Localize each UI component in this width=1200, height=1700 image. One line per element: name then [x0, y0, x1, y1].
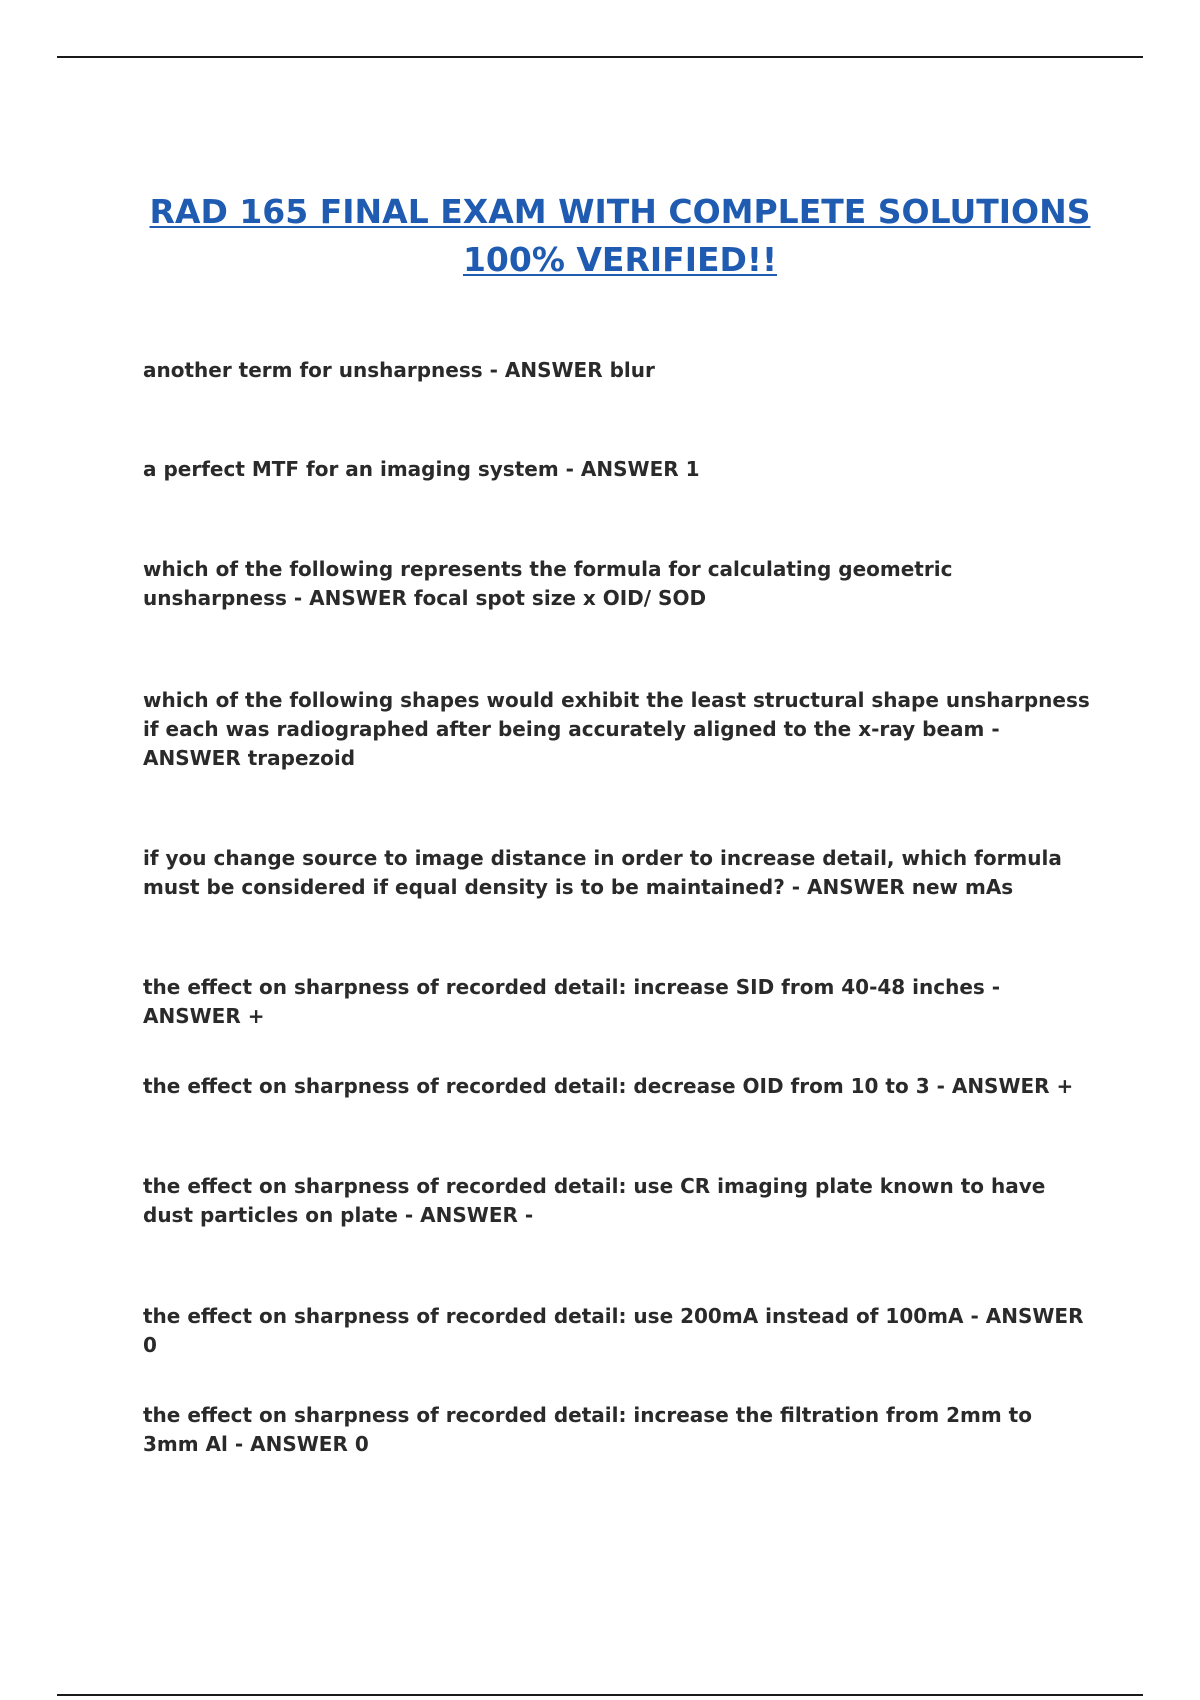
qa-item: the effect on sharpness of recorded detail: increase the filtration from 2mm to 3mm Al - ANSWER 0	[143, 1403, 1032, 1456]
top-rule	[57, 56, 1143, 58]
bottom-rule	[57, 1694, 1143, 1696]
qa-item: the effect on sharpness of recorded detail: use 200mA instead of 100mA - ANSWER 0	[143, 1304, 1084, 1357]
qa-item: if you change source to image distance in order to increase detail, which formula must be considered if equal density is to be maintained? - ANSWER new mAs	[143, 846, 1062, 899]
title-line-2: 100% VERIFIED!!	[462, 240, 778, 279]
qa-item: a perfect MTF for an imaging system - ANSWER 1	[143, 457, 700, 481]
qa-item: the effect on sharpness of recorded detail: increase SID from 40-48 inches - ANSWER +	[143, 975, 1001, 1028]
qa-item: the effect on sharpness of recorded detail: decrease OID from 10 to 3 - ANSWER +	[143, 1074, 1074, 1098]
qa-item: which of the following represents the formula for calculating geometric unsharpness - ANSWER focal spot size x OID/ SOD	[143, 557, 953, 610]
document-title	[100, 188, 1140, 284]
title-line-1: RAD 165 FINAL EXAM WITH COMPLETE SOLUTIONS	[149, 192, 1091, 231]
qa-item: another term for unsharpness - ANSWER blur	[143, 358, 655, 382]
qa-item: the effect on sharpness of recorded detail: use CR imaging plate known to have dust particles on plate - ANSWER -	[143, 1174, 1046, 1227]
qa-item: which of the following shapes would exhibit the least structural shape unsharpness if each was radiographed after being accurately aligned to the x-ray beam - ANSWER trapezoid	[143, 688, 1090, 770]
